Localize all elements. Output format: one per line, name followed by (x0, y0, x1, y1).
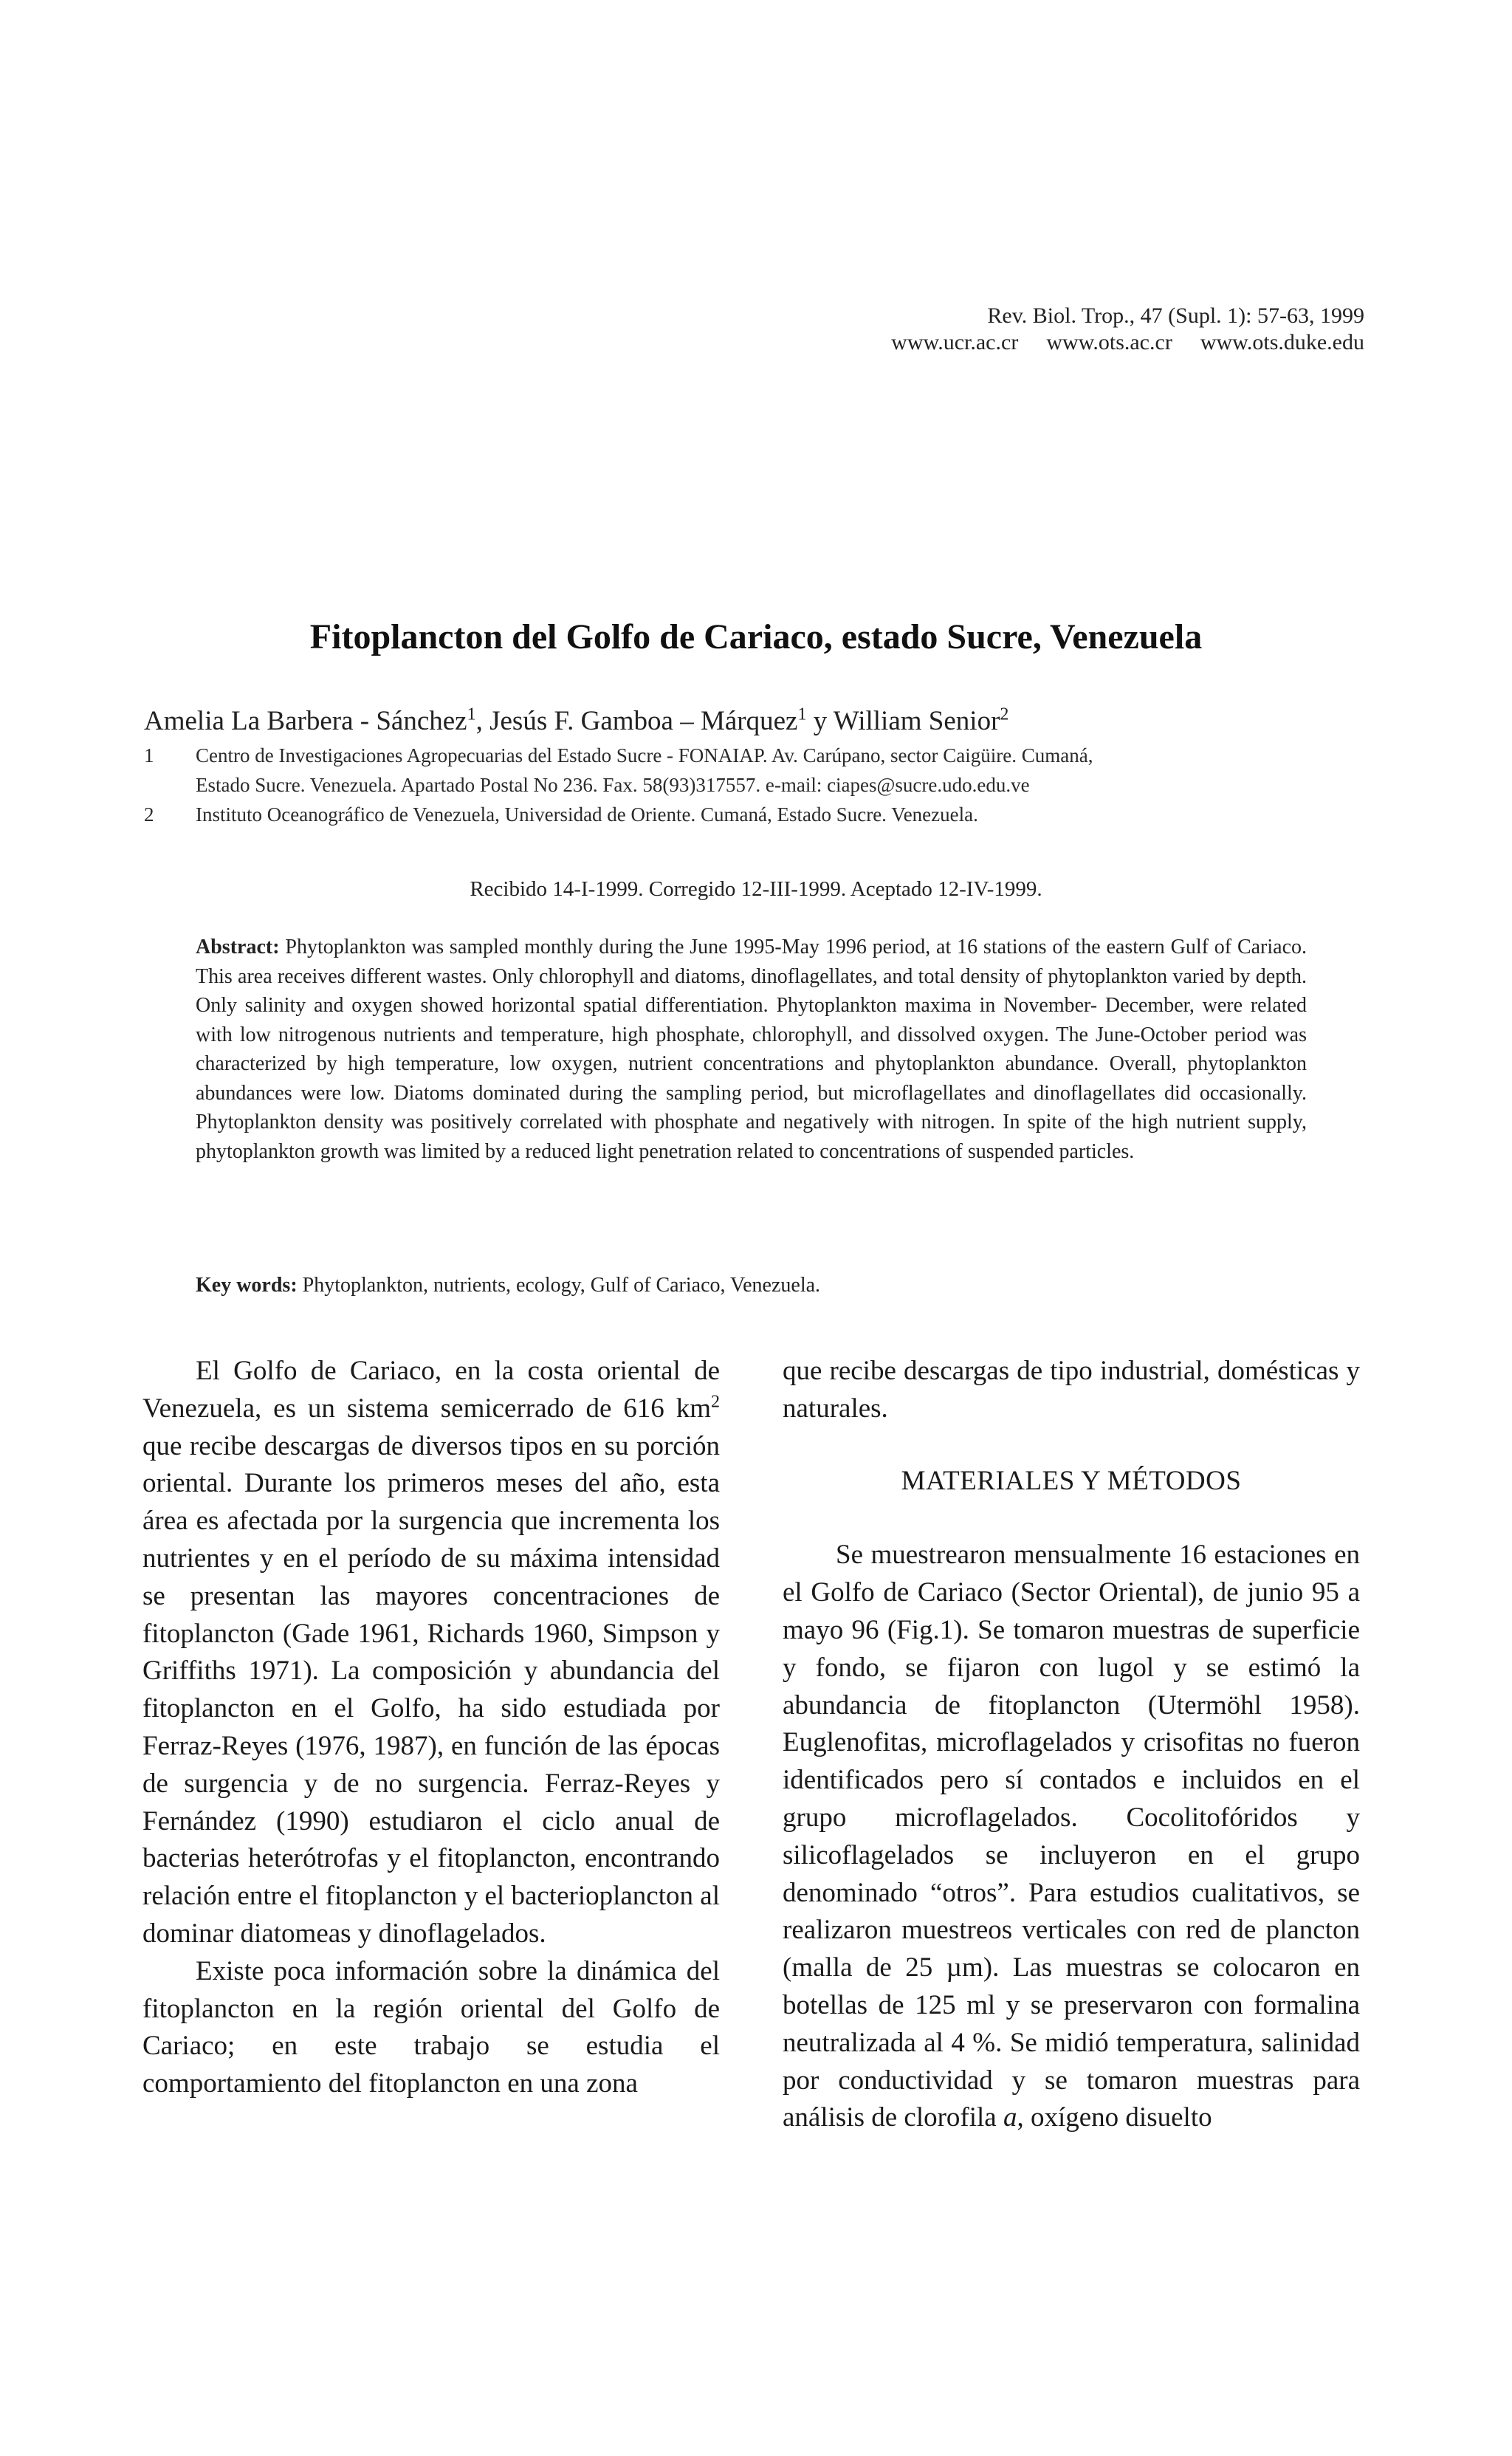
affiliation-2 (144, 800, 1370, 829)
affiliation-1 (144, 741, 1370, 800)
affiliation-number: 1 (144, 744, 154, 766)
affiliation-text-line: Centro de Investigaciones Agropecuarias del Estado Sucre - FONAIAP. Av. Carúpano, sector Caigüire. Cumaná, (196, 744, 1093, 766)
body-column-right (783, 1353, 1360, 2137)
paragraph (783, 1537, 1360, 2137)
author-separator: , (475, 706, 490, 736)
author-name: Jesús F. Gamboa – Márquez (489, 706, 798, 736)
keywords-text: Phytoplankton, nutrients, ecology, Gulf of Cariaco, Venezuela. (302, 1274, 821, 1297)
abstract (196, 933, 1307, 1166)
journal-urls (863, 329, 1364, 356)
author-affiliation-mark: 1 (467, 704, 476, 724)
paragraph: Existe poca información sobre la dinámica del fitoplancton en la región oriental del Golfo de Cariaco; en este trabajo se estudia el comportamiento del fitoplancton en una zona (142, 1955, 720, 2099)
paragraph: que recibe descargas de tipo industrial, domésticas y naturales. (783, 1356, 1360, 1424)
journal-url-ucr[interactable]: www.ucr.ac.cr (891, 330, 1019, 354)
author-name: Amelia La Barbera - Sánchez (144, 706, 467, 736)
journal-header (863, 303, 1364, 356)
journal-url-duke[interactable]: www.ots.duke.edu (1200, 330, 1364, 354)
paragraph-text: Se muestrearon mensualmente 16 estaciones en el Golfo de Cariaco (Sector Oriental), de junio 95 a mayo 96 (Fig.1). Se tomaron muestras de superficie y fondo, se fijaron con lugol y se estimó la abundancia de fitoplancton (Utermöhl 1958). Euglenofitas, microflagelados y crisofitas no fueron identificados pero sí contados e incluidos en el grupo microflagelados. Cocolitofóridos y silicoflagelados se incluyeron en el grupo denominado “otros”. Para estudios cualitativos, se realizaron muestreos verticales con red de plancton (malla de 25 µm). Las muestras se colocaron en botellas de 125 ml y se preservaron con formalina neutralizada al 4 %. Se midió temperatura, salinidad por conductividad y se tomaron muestras para análisis de clorofila (783, 1540, 1360, 2133)
abstract-label: Abstract: (196, 936, 280, 958)
author-name: William Senior (833, 706, 1000, 736)
author-separator: y (806, 706, 834, 736)
abstract-text: Phytoplankton was sampled monthly during the June 1995-May 1996 period, at 16 stations of the eastern Gulf of Cariaco. This area receives different wastes. Only chlorophyll and diatoms, dinoflagellates, and total density of phytoplankton varied by depth. Only salinity and oxygen showed horizontal spatial differentiation. Phytoplankton maxima in November- December, were related with low nitrogenous nutrients and temperature, high phosphate, chlorophyll, and dissolved oxygen. The June-October period was characterized by high temperature, low oxygen, nutrient concentrations and phytoplankton abundance. Overall, phytoplankton abundances were low. Diatoms dominated during the sampling period, but microflagellates and dinoflagellates did occasionally. Phytoplankton density was positively correlated with phosphate and negatively with nitrogen. In spite of the high nutrient supply, phytoplankton growth was limited by a reduced light penetration related to concentrations of suspended particles. (196, 936, 1307, 1163)
keywords (196, 1274, 1307, 1297)
italic-symbol: a (1003, 2102, 1017, 2133)
affiliation-number: 2 (144, 803, 154, 826)
affiliation-text-line: Instituto Oceanográfico de Venezuela, Universidad de Oriente. Cumaná, Estado Sucre. Venezuela. (196, 803, 978, 826)
section-heading: MATERIALES Y MÉTODOS (901, 1465, 1242, 1496)
paragraph-text: , oxígeno disuelto (1017, 2102, 1212, 2133)
article-title: Fitoplancton del Golfo de Cariaco, estado Sucre, Venezuela (309, 617, 1203, 656)
body-column-left (142, 1353, 720, 2103)
keywords-label: Key words: (196, 1274, 298, 1297)
paragraph-text: que recibe descargas de diversos tipos en su porción oriental. Durante los primeros meses del año, esta área es afectada por la surgencia que incrementa los nutrientes y en el período de su máxima intensidad se presentan las mayores concentraciones de fitoplancton (Gade 1961, Richards 1960, Simpson y Griffiths 1971). La composición y abundancia del fitoplancton en el Golfo, ha sido estudiada por Ferraz-Reyes (1976, 1987), en función de las épocas de surgencia y de no surgencia. Ferraz-Reyes y Fernández (1990) estudiaron el ciclo anual de bacterias heterótrofas y el fitoplancton, encontrando relación entre el fitoplancton y el bacterioplancton al dominar diatomeas y dinoflagelados. (142, 1430, 720, 1949)
journal-citation: Rev. Biol. Trop., 47 (Supl. 1): 57-63, 1999 (987, 303, 1364, 328)
affiliation-text-line: Estado Sucre. Venezuela. Apartado Postal No 236. Fax. 58(93)317557. e-mail: ciapes@sucre.udo.edu.ve (196, 774, 1030, 796)
journal-url-ots[interactable]: www.ots.ac.cr (1046, 330, 1172, 354)
author-list (144, 705, 1008, 737)
paragraph-text: El Golfo de Cariaco, en la costa oriental de Venezuela, es un sistema semicerrado de 616 km (142, 1356, 720, 1424)
paragraph (142, 1353, 720, 1953)
superscript: 2 (711, 1392, 720, 1412)
submission-dates: Recibido 14-I-1999. Corregido 12-III-1999. Aceptado 12-IV-1999. (470, 877, 1042, 901)
author-affiliation-mark: 1 (797, 704, 807, 724)
author-affiliation-mark: 2 (1000, 704, 1009, 724)
